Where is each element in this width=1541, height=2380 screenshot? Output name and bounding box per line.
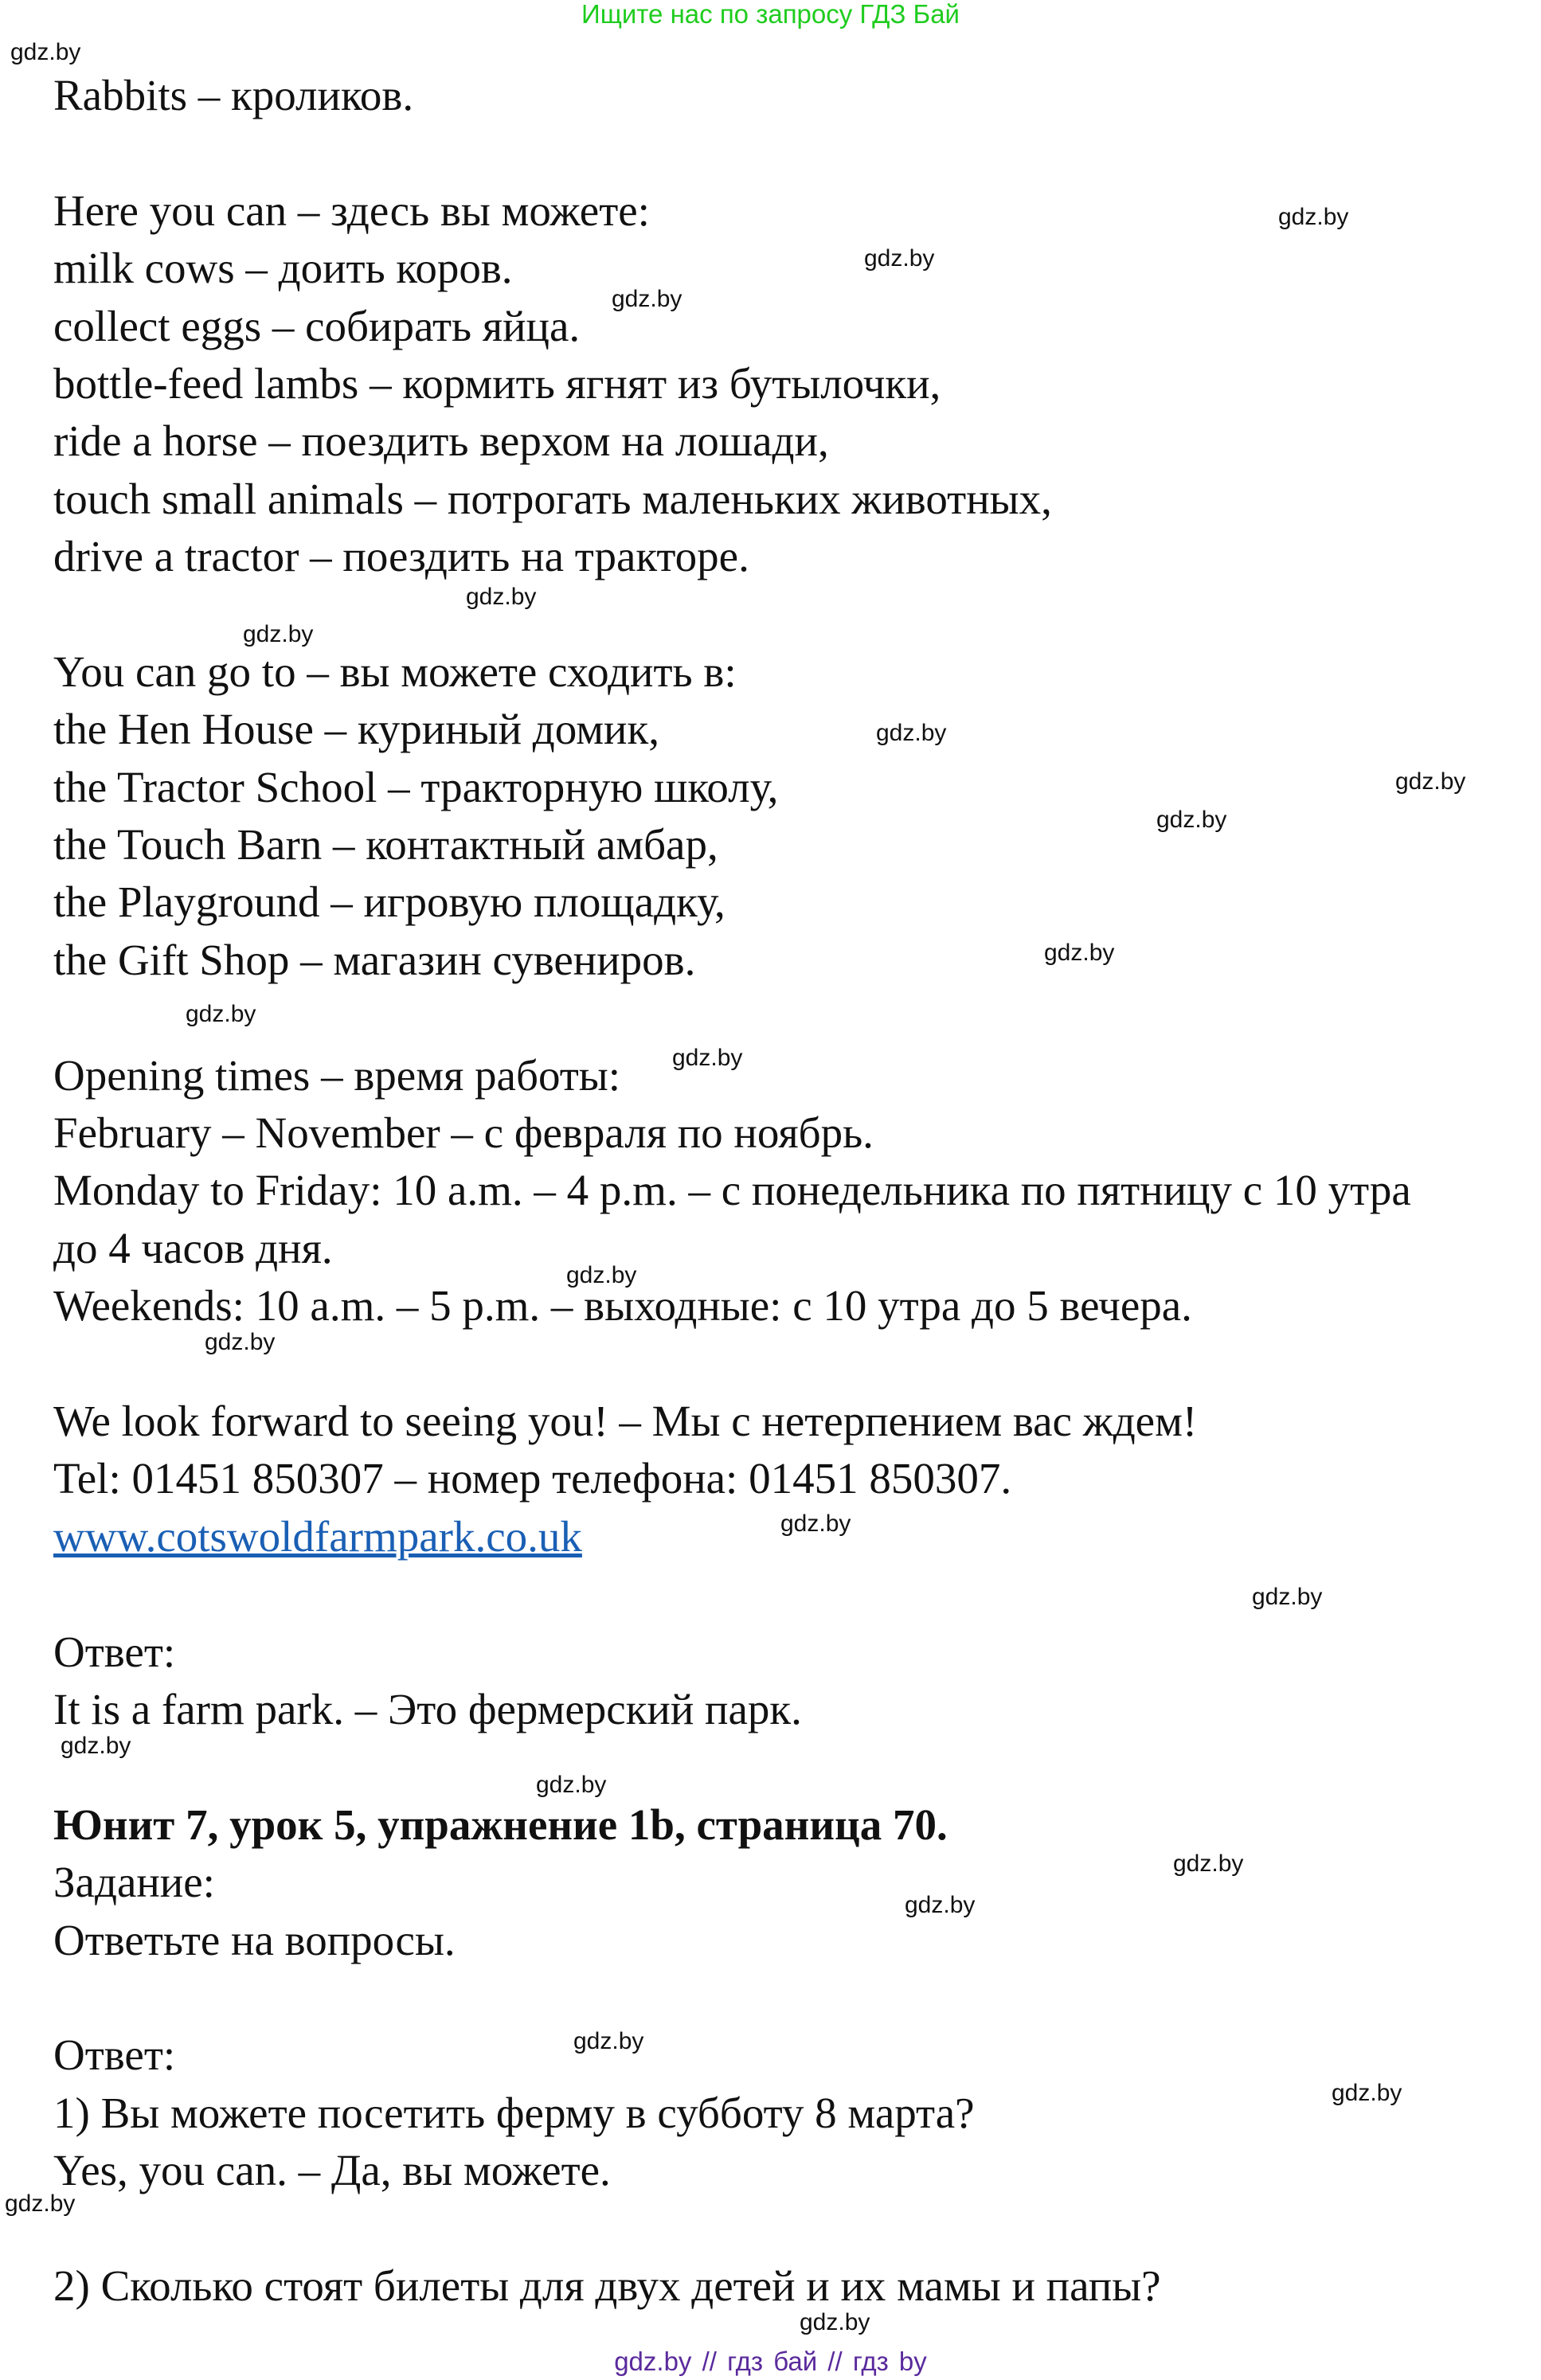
watermark: gdz.by bbox=[466, 584, 537, 610]
watermark: gdz.by bbox=[1332, 2080, 1402, 2106]
watermark: gdz.by bbox=[536, 1772, 607, 1798]
question: 2) Сколько стоят билеты для двух детей и их мамы и папы? bbox=[53, 2261, 1161, 2310]
text-line: We look forward to seeing you! – Мы с нетерпением вас ждем! bbox=[53, 1396, 1198, 1445]
section-heading: Opening times – время работы: bbox=[53, 1050, 620, 1100]
text-line: touch small animals – потрогать маленьких животных, bbox=[53, 474, 1052, 523]
watermark: gdz.by bbox=[780, 1510, 851, 1537]
document-body bbox=[53, 67, 1411, 2315]
watermark: gdz.by bbox=[566, 1262, 637, 1288]
text-line: Tel: 01451 850307 – номер телефона: 01451 850307. bbox=[53, 1454, 1012, 1503]
blank-line bbox=[53, 989, 1411, 1046]
text-line: collect eggs – собирать яйца. bbox=[53, 301, 581, 350]
watermark: gdz.by bbox=[61, 1733, 131, 1759]
text-line: Weekends: 10 a.m. – 5 p.m. – выходные: с 10 утра до 5 вечера. bbox=[53, 1281, 1192, 1331]
footer-links[interactable]: gdz.by // гдз бай // гдз by bbox=[614, 2347, 927, 2376]
watermark: gdz.by bbox=[800, 2309, 870, 2335]
watermark: gdz.by bbox=[672, 1045, 743, 1071]
blank-line bbox=[53, 1969, 1411, 2026]
blank-line bbox=[53, 1738, 1411, 1796]
watermark: gdz.by bbox=[186, 1001, 256, 1027]
watermark: gdz.by bbox=[1278, 204, 1349, 230]
website-link[interactable]: www.cotswoldfarmpark.co.uk bbox=[53, 1511, 582, 1561]
text-line: drive a tractor – поездить на тракторе. bbox=[53, 532, 749, 581]
watermark: gdz.by bbox=[1044, 940, 1115, 966]
exercise-heading: Юнит 7, урок 5, упражнение 1b, страница 70. bbox=[53, 1800, 948, 1849]
text-line: It is a farm park. – Это фермерский парк. bbox=[53, 1684, 802, 1733]
answer-label: Ответ: bbox=[53, 1627, 176, 1676]
text-line: February – November – с февраля по ноябрь. bbox=[53, 1108, 874, 1158]
watermark: gdz.by bbox=[1252, 1584, 1323, 1610]
blank-line bbox=[53, 1565, 1411, 1623]
text-line: Monday to Friday: 10 a.m. – 4 p.m. – с понедельника по пятницу с 10 утра bbox=[53, 1166, 1411, 1215]
text-line: Yes, you can. – Да, вы можете. bbox=[53, 2146, 611, 2195]
blank-line bbox=[53, 124, 1411, 182]
answer-label: Ответ: bbox=[53, 2030, 176, 2080]
watermark: gdz.by bbox=[1173, 1850, 1244, 1877]
text-line: milk cows – доить коров. bbox=[53, 244, 513, 293]
watermark: gdz.by bbox=[243, 621, 314, 647]
text-line: ride a horse – поездить верхом на лошади, bbox=[53, 416, 829, 466]
watermark: gdz.by bbox=[612, 286, 682, 312]
question: 1) Вы можете посетить ферму в субботу 8 марта? bbox=[53, 2088, 975, 2137]
section-heading: You can go to – вы можете сходить в: bbox=[53, 647, 737, 696]
watermark: gdz.by bbox=[205, 1329, 276, 1355]
text-line: bottle-feed lambs – кормить ягнят из бутылочки, bbox=[53, 358, 941, 408]
watermark: gdz.by bbox=[573, 2028, 644, 2054]
watermark: gdz.by bbox=[876, 720, 947, 746]
section-heading: Here you can – здесь вы можете: bbox=[53, 186, 650, 235]
text-line: the Touch Barn – контактный амбар, bbox=[53, 820, 718, 870]
search-banner[interactable]: Ищите нас по запросу ГДЗ Бай bbox=[581, 0, 960, 29]
watermark: gdz.by bbox=[905, 1892, 976, 1918]
watermark: gdz.by bbox=[864, 245, 935, 272]
watermark: gdz.by bbox=[5, 2190, 76, 2217]
text-line: the Playground – игровую площадку, bbox=[53, 877, 726, 927]
text-line: до 4 часов дня. bbox=[53, 1223, 333, 1272]
text-line: Ответьте на вопросы. bbox=[53, 1915, 456, 1964]
watermark: gdz.by bbox=[10, 39, 81, 65]
task-label: Задание: bbox=[53, 1858, 215, 1907]
text-line: the Gift Shop – магазин сувениров. bbox=[53, 935, 696, 984]
watermark: gdz.by bbox=[1395, 768, 1466, 795]
text-line: Rabbits – кроликов. bbox=[53, 71, 414, 119]
blank-line bbox=[53, 2199, 1411, 2257]
watermark: gdz.by bbox=[1156, 807, 1227, 833]
text-line: the Tractor School – тракторную школу, bbox=[53, 762, 779, 811]
text-line: the Hen House – куриный домик, bbox=[53, 705, 659, 754]
